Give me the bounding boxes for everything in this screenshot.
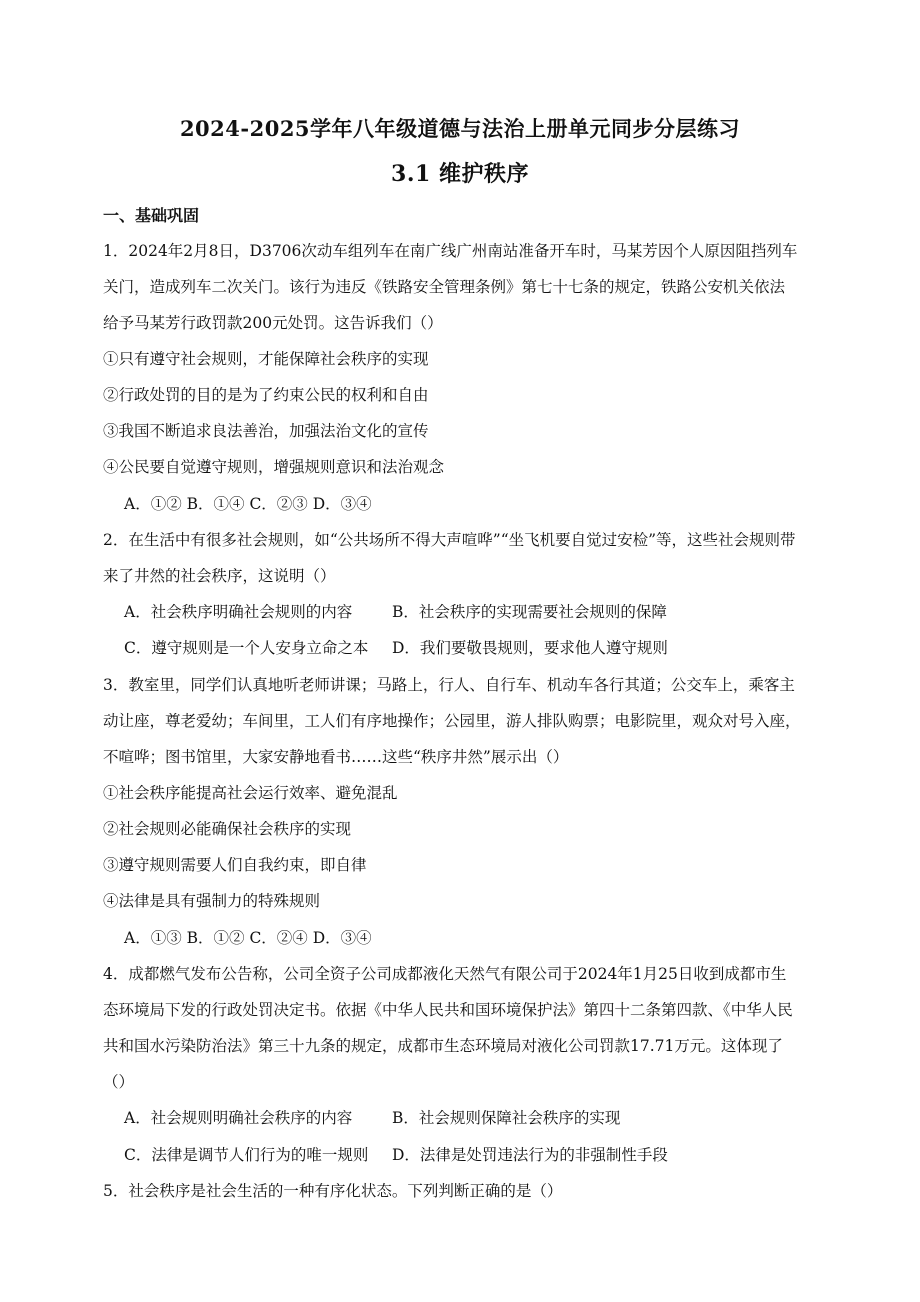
question-3-stem-line: 动让座，尊老爱幼；车间里，工人们有序地操作；公园里，游人排队购票；电影院里，观众对号入座， [103, 712, 801, 730]
question-3-options: A．①③ B．①② C．②④ D．③④ [124, 929, 372, 947]
question-1-stem-line: 关门，造成列车二次关门。该行为违反《铁路安全管理条例》第七十七条的规定，铁路公安机关依法 [103, 278, 786, 296]
question-4-option-c: C．法律是调节人们行为的唯一规则 [124, 1146, 369, 1164]
question-2-option-d: D．我们要敬畏规则，要求他人遵守规则 [392, 639, 668, 657]
question-1-options: A．①② B．①④ C．②③ D．③④ [124, 495, 372, 513]
question-1-statement: ④公民要自觉遵守规则，增强规则意识和法治观念 [103, 458, 445, 476]
question-1-stem-line: 1．2024年2月8日，D3706次动车组列车在南广线广州南站准备开车时，马某芳因个人原因阻挡列车 [103, 242, 798, 260]
question-4-stem-line: 4．成都燃气发布公告称，公司全资子公司成都液化天然气有限公司于2024年1月25日收到成都市生 [103, 965, 787, 983]
question-3-stem-line: 3．教室里，同学们认真地听老师讲课；马路上，行人、自行车、机动车各行其道；公交车上，乘客主 [103, 676, 795, 694]
question-3-statement: ④法律是具有强制力的特殊规则 [103, 892, 321, 910]
question-2-option-a: A．社会秩序明确社会规则的内容 [124, 603, 353, 621]
question-3-statement: ②社会规则必能确保社会秩序的实现 [103, 820, 352, 838]
question-4-stem-line: 共和国水污染防治法》第三十九条的规定，成都市生态环境局对液化公司罚款17.71万元。这体现了 [103, 1037, 783, 1055]
question-3-statement: ①社会秩序能提高社会运行效率、避免混乱 [103, 784, 398, 802]
question-5-stem-line: 5．社会秩序是社会生活的一种有序化状态。下列判断正确的是（） [103, 1182, 563, 1200]
question-3-stem-line: 不喧哗；图书馆里，大家安静地看书……这些“秩序井然”展示出（） [103, 748, 569, 766]
question-4-option-d: D．法律是处罚违法行为的非强制性手段 [392, 1146, 668, 1164]
question-2-option-b: B．社会秩序的实现需要社会规则的保障 [392, 603, 667, 621]
question-4-stem-line: 态环境局下发的行政处罚决定书。依据《中华人民共和国环境保护法》第四十二条第四款、《中华人民 [103, 1001, 793, 1019]
question-2-stem-line: 2．在生活中有很多社会规则，如“公共场所不得大声喧哗”“坐飞机要自觉过安检”等，这些社会规则带 [103, 531, 796, 549]
document-title: 2024-2025学年八年级道德与法治上册单元同步分层练习 [179, 116, 741, 141]
question-4-stem-line: （） [103, 1073, 135, 1091]
question-3-statement: ③遵守规则需要人们自我约束，即自律 [103, 856, 367, 874]
question-4-option-b: B．社会规则保障社会秩序的实现 [392, 1109, 621, 1127]
question-2-option-c: C．遵守规则是一个人安身立命之本 [124, 639, 369, 657]
lesson-subtitle: 3.1 维护秩序 [391, 161, 529, 187]
question-2-stem-line: 来了井然的社会秩序，这说明（） [103, 567, 336, 585]
question-1-stem-line: 给予马某芳行政罚款200元处罚。这告诉我们（） [103, 314, 443, 332]
question-1-statement: ③我国不断追求良法善治，加强法治文化的宣传 [103, 422, 429, 440]
question-1-statement: ②行政处罚的目的是为了约束公民的权利和自由 [103, 386, 429, 404]
question-1-statement: ①只有遵守社会规则，才能保障社会秩序的实现 [103, 350, 429, 368]
question-4-option-a: A．社会规则明确社会秩序的内容 [124, 1109, 353, 1127]
section-heading: 一、基础巩固 [103, 206, 200, 225]
